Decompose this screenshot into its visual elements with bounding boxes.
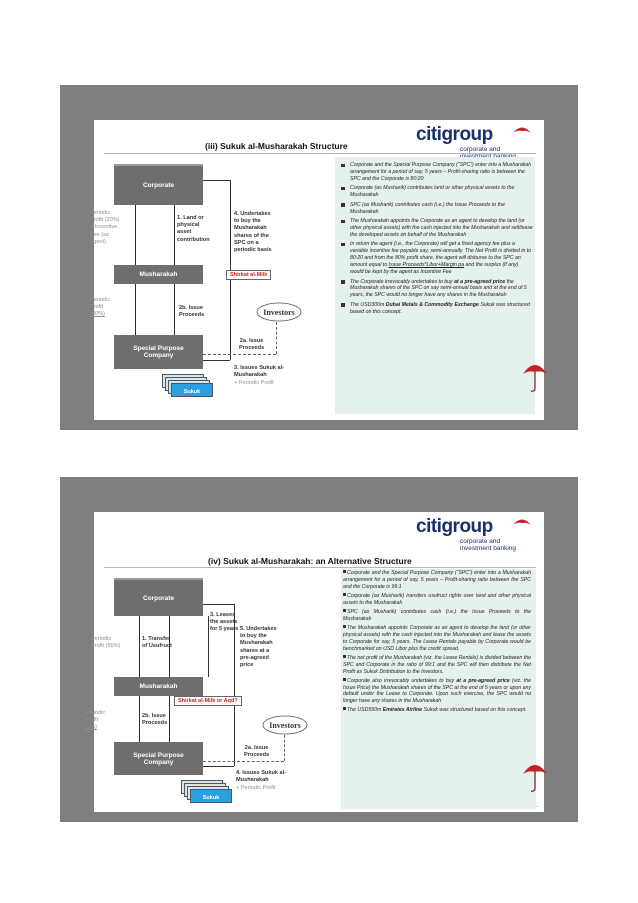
slide-title: (iii) Sukuk al-Musharakah Structure <box>205 141 348 151</box>
profit-arrow-line-2 <box>135 284 136 335</box>
logo-tagline: corporate and <box>460 146 501 153</box>
periodic-profit-plus-label: + Periodic Profit <box>234 380 274 386</box>
transfer-usufruct-label: 1. Transfer of Usufruct <box>142 636 172 650</box>
bullet-list-2 <box>343 570 531 717</box>
slide-1 <box>90 120 544 420</box>
investors-dashed-line <box>276 322 277 354</box>
sukuk-label: Sukuk <box>171 383 213 397</box>
sukuk-certificates <box>162 374 214 400</box>
bullet-item: The USD300m Dubai Metals & Commodity Exchange Sukuk was structured based on this concept. <box>341 302 533 316</box>
corporate-box: Corporate <box>114 578 203 616</box>
undertakes-label: 5. Undertakes to buy the Musharakah shares at a pre-agreed price <box>240 626 277 669</box>
citigroup-logo <box>416 516 536 556</box>
profit-arrow-line <box>135 205 136 265</box>
undertakes-bottom-line <box>203 360 230 361</box>
contribution-arrow-line <box>174 205 175 265</box>
slide-frame-2 <box>60 477 578 822</box>
musharakah-box: Musharakah <box>114 265 203 284</box>
slide-frame-1 <box>60 85 578 430</box>
investors-node: Investors <box>262 715 308 735</box>
issue-proceeds-2a-label: 2a. Issue Proceeds <box>244 745 270 759</box>
investors-node: Investors <box>256 302 302 322</box>
issue-proceeds-2a-label: 2a. Issue Proceeds <box>239 338 265 352</box>
spc-box: Special Purpose Company <box>114 742 203 775</box>
proceeds-arrow-line <box>174 284 175 335</box>
logo-wordmark: citigroup <box>416 516 493 537</box>
spc-box: Special Purpose Company <box>114 335 203 369</box>
periodic-profit-top-label: Periodic Profit (20%) + Incentive Fee (as agent) <box>90 210 120 245</box>
slide-title: (iv) Sukuk al-Musharakah: an Alternative Structure <box>208 556 412 566</box>
bullet-item: Corporate and the Special Purpose Company (“SPC”) enter into a Musharakah arrangement for a period of say, 5 years – Profit-sharing ratio is between the SPC and the Corporate is 80:20 <box>341 162 533 183</box>
bullet-item: In return the agent (i.e., the Corporate) will get a fixed agency fee plus a variable incentive fee payable say, semi-annually. The Net Profit is divided in to 80:20 and from the 80% profit share, the agent will disburse to the SPC an amount equal to Issue Proceeds*Libor+Margin pa and the surplus (if any) would be kept by the agent as Incentive Fee <box>341 241 533 276</box>
issues-sukuk-label: 3. Issues Sukuk al- Musharakah <box>234 365 285 379</box>
issues-sukuk-label: 4. Issues Sukuk al- Musharakah <box>236 770 287 784</box>
logo-tagline: corporate and investment banking <box>460 538 517 552</box>
lease-line <box>208 616 209 677</box>
umbrella-logo-icon <box>512 124 532 140</box>
slide-2 <box>85 512 544 812</box>
title-rule <box>104 567 536 568</box>
periodic-profit-1-label: Periodic Profit (1%) <box>85 710 106 731</box>
page-mark: - <box>536 804 538 810</box>
periodic-profit-plus-label: + Periodic Profit <box>236 785 276 791</box>
undertakes-bottom-line <box>203 766 234 767</box>
corporate-box: Corporate <box>114 164 203 205</box>
profit-arrow-line-2 <box>139 696 140 742</box>
bullet-item: Corporate (as Musharik) transfers usufruct rights over land and other physical assets to the Musharakah <box>343 592 531 606</box>
investors-dashed-line <box>284 735 285 761</box>
proceeds-dashed-line <box>203 761 284 762</box>
bullet-item: SPC (as Musharik) contributes cash (i.e.) the Issue Proceeds to the Musharakah <box>343 608 531 622</box>
umbrella-icon <box>522 360 548 394</box>
shirkat-label: Shirkat al-Milk <box>226 270 271 280</box>
proceeds-arrow-line <box>169 696 170 742</box>
bullet-item: Corporate (as Musharik) contributes land or other physical assets to the Musharakah <box>341 185 533 199</box>
bullet-item: The Corporate irrevocably undertakes to buy at a pre-agreed price the Musharakah shares of the SPC on say semi-annual basis and at the end of 5 years, the SPC would no longer have any shares in the Musharakah <box>341 279 533 300</box>
leases-label: 3. Leases the assets for 5 years <box>210 612 239 633</box>
bullet-item: SPC (as Musharik) contributes cash (i.e.) the Issue Proceeds to the Musharakah <box>341 202 533 216</box>
profit-arrow-line <box>139 616 140 677</box>
proceeds-dashed-line <box>203 354 276 355</box>
title-rule <box>104 153 536 154</box>
musharakah-box: Musharakah <box>114 677 203 696</box>
periodic-profit-bottom-label: Periodic Profit (80%) <box>90 297 111 318</box>
sukuk-label: Sukuk <box>190 789 232 803</box>
issue-proceeds-2b-label: 2b. Issue Proceeds <box>142 713 168 727</box>
logo-wordmark: citigroup <box>416 124 493 145</box>
umbrella-logo-icon <box>512 516 532 532</box>
bullet-item: The net profit of the Musharakah (viz. the Lease Rentals) is divided between the SPC and Corporate in the ratio of 99:1 and the SPC will then distribute the Net Profit as Sukuk Distribution to the Investors. <box>343 654 531 675</box>
undertakes-top-line <box>203 604 234 605</box>
sukuk-certificates <box>181 780 233 806</box>
land-contribution-label: 1. Land or physical asset contribution <box>177 215 210 243</box>
periodic-profit-99-label: Periodic Profit (99%) <box>91 636 121 650</box>
bullet-list-1 <box>341 162 533 318</box>
undertakes-label: 4. Undertakes to buy the Musharakah shares of the SPC on a periodic basis <box>234 211 272 254</box>
bullet-item: Corporate also irrevocably undertakes to buy at a pre-agreed price (viz. the Issue Price) the Musharakah shares of the SPC at the end of 5 years or upon any default under the Lease to Corporate. Upon such exercise, the SPC would no longer have any shares in the Musharakah <box>343 677 531 705</box>
bullet-item: The Musharakah appoints Corporate as an agent to develop the land (or other physical assets) with the cash injected into the Musharakah and lease the assets to Corporate for say, 5 years. The Lease Rentals payable by Corporate would be benchmarked on USD Libor plus the credit spread. <box>343 624 531 652</box>
bullet-item: The USD550m Emirates Airline Sukuk was structured based on this concept. <box>343 707 531 714</box>
umbrella-icon <box>522 760 548 794</box>
shirkat-label: Shirkat al-Milk or Aqd? <box>174 696 242 706</box>
issue-proceeds-2b-label: 2b. Issue Proceeds <box>179 305 205 319</box>
undertakes-top-line <box>203 180 230 181</box>
bullet-item: The Musharakah appoints the Corporate as an agent to develop the land (or other physical assets) with the cash injected into the Musharakah and sell/lease the developed assets on behalf of the Musharakah <box>341 218 533 239</box>
bullet-item: Corporate and the Special Purpose Company (“SPC”) enter into a Musharakah arrangement for a period of say, 5 years – Profit-sharing ratio between the SPC and the Corporate is 99:1 <box>343 570 531 590</box>
